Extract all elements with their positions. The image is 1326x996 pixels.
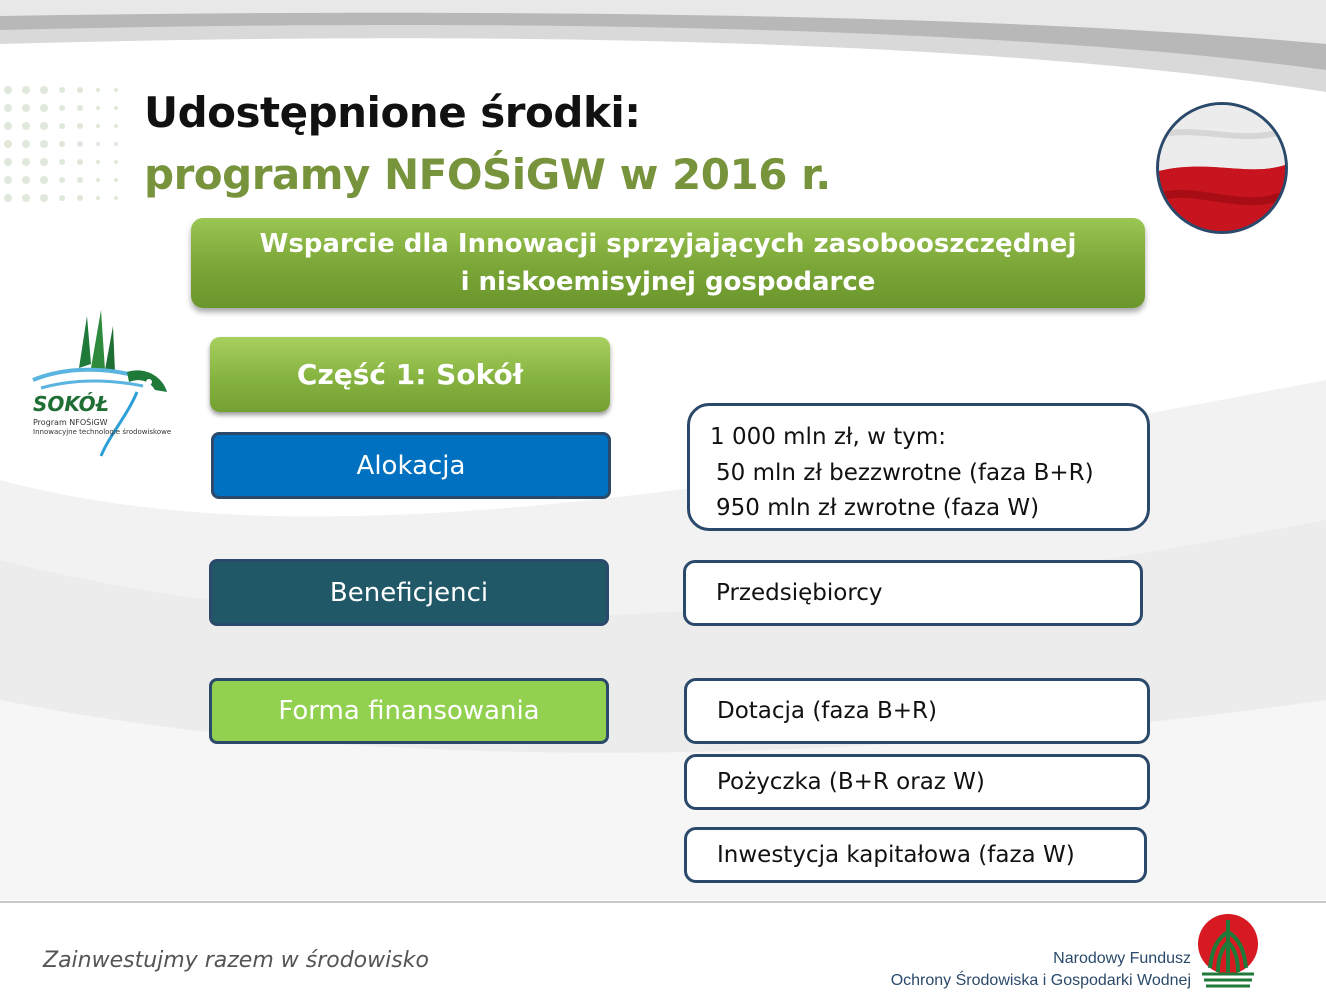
alokacja-value-box: [687, 403, 1150, 531]
fund-name-line2: Ochrony Środowiska i Gospodarki Wodnej: [890, 972, 1191, 989]
sokol-logo-line2: Innowacyjne technologie środowiskowe: [33, 428, 172, 436]
sokol-logo-name: SOKÓŁ: [33, 392, 109, 416]
polish-flag-icon: [1156, 102, 1288, 234]
sokol-bird-icon: [17, 306, 181, 465]
beneficjenci-value-box: Przedsiębiorcy: [683, 560, 1143, 626]
footer-slogan: Zainwestujmy razem w środowisko: [43, 948, 429, 973]
forma-value-dotacja: Dotacja (faza B+R): [684, 678, 1150, 744]
sokol-logo: [17, 306, 181, 465]
forma-label: Forma finansowania: [209, 678, 609, 744]
alokacja-label: Alokacja: [211, 432, 611, 499]
beneficjenci-label: Beneficjenci: [209, 559, 609, 626]
alokacja-line1: 1 000 mln zł, w tym:: [710, 424, 946, 450]
sokol-logo-line1: Program NFOŚiGW: [33, 418, 108, 427]
banner-line2: i niskoemisyjnej gospodarce: [460, 267, 876, 297]
page-title: Udostępnione środki:: [144, 88, 641, 137]
banner-line1: Wsparcie dla Innowacji sprzyjających zasobooszczędnej: [259, 229, 1077, 259]
nfosigw-logo: [1196, 912, 1260, 990]
forma-value-inwestycja: Inwestycja kapitałowa (faza W): [684, 827, 1147, 883]
alokacja-line2: 50 mln zł bezzwrotne (faza B+R): [716, 459, 1094, 486]
fund-name-line1: Narodowy Fundusz: [1053, 950, 1191, 967]
fund-name: [891, 948, 1191, 992]
forma-value-pozyczka: Pożyczka (B+R oraz W): [684, 754, 1150, 810]
part-label: Część 1: Sokół: [210, 337, 610, 412]
alokacja-line3: 950 mln zł zwrotne (faza W): [716, 495, 1040, 521]
footer-divider: [0, 901, 1326, 903]
program-banner: [191, 218, 1145, 308]
page-subtitle: programy NFOŚiGW w 2016 r.: [144, 150, 831, 199]
